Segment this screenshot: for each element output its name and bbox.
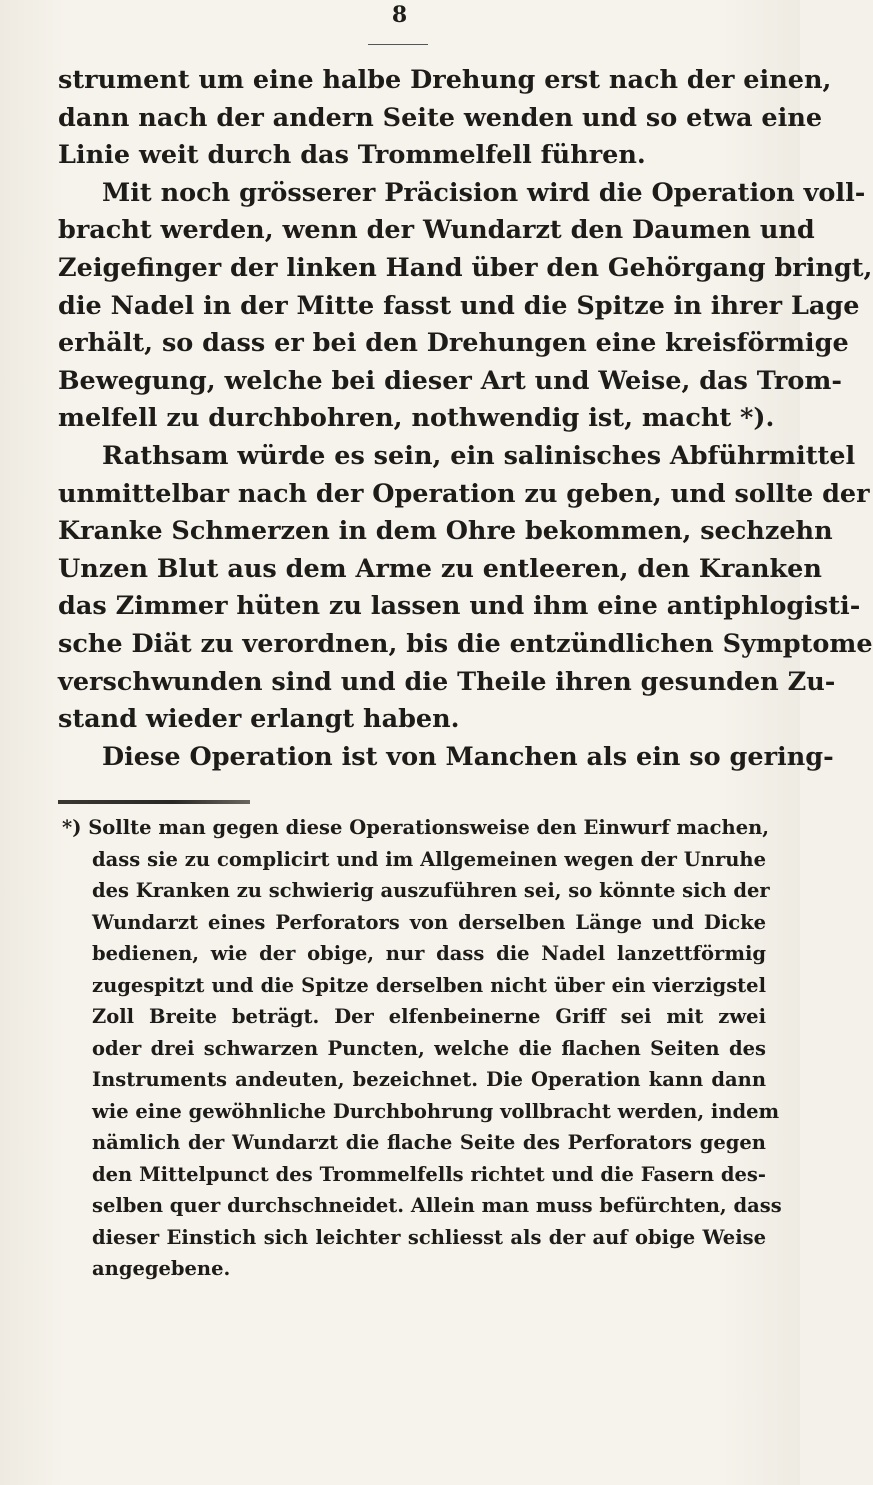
page-number: 8 xyxy=(391,2,409,28)
text-line: strument um eine halbe Drehung erst nach der einen, xyxy=(58,65,832,95)
text-line: sche Diät zu verordnen, bis die entzündlichen Symptome xyxy=(58,628,873,659)
footnote-line: dass sie zu complicirt und im Allgemeinen wegen der Unruhe xyxy=(92,847,766,871)
footnote-line: des Kranken zu schwierig auszuführen sei, so könnte sich der xyxy=(92,879,770,902)
text-line: Kranke Schmerzen in dem Ohre bekommen, sechzehn xyxy=(58,516,833,547)
footnote-line: dieser Einstich sich leichter schliesst als der auf obige Weise xyxy=(92,1225,766,1249)
text-line: das Zimmer hüten zu lassen und ihm eine antiphlogisti- xyxy=(58,591,861,622)
footnote xyxy=(58,812,782,1285)
text-line: melfell zu durchbohren, nothwendig ist, macht *). xyxy=(58,403,775,434)
footnote-line: oder drei schwarzen Puncten, welche die flachen Seiten des xyxy=(92,1036,766,1060)
footnote-line: Wundarzt eines Perforators von derselben Länge und Dicke xyxy=(92,910,766,934)
text-line: dann nach der andern Seite wenden und so etwa eine xyxy=(58,102,823,133)
text-line: Linie weit durch das Trommelfell führen. xyxy=(58,140,646,171)
text-line: bracht werden, wenn der Wundarzt den Daumen und xyxy=(58,215,815,246)
main-text xyxy=(58,62,873,776)
footnote-line: den Mittelpunct des Trommelfells richtet und die Fasern des- xyxy=(92,1162,766,1186)
header-rule xyxy=(368,44,428,45)
footnote-line: Zoll Breite beträgt. Der elfenbeinerne Griff sei mit zwei xyxy=(92,1005,766,1028)
text-line: Diese Operation ist von Manchen als ein so gering- xyxy=(102,741,834,772)
text-line: Zeigefinger der linken Hand über den Gehörgang bringt, xyxy=(58,252,873,283)
text-line: verschwunden sind und die Theile ihren gesunden Zu- xyxy=(58,666,836,697)
text-line: Bewegung, welche bei dieser Art und Weise, das Trom- xyxy=(58,365,842,396)
text-line: unmittelbar nach der Operation zu geben, und sollte der xyxy=(58,478,870,509)
footnote-line: bedienen, wie der obige, nur dass die Nadel lanzettförmig xyxy=(92,942,766,965)
text-line: stand wieder erlangt haben. xyxy=(58,704,460,735)
footnote-line: nämlich der Wundarzt die flache Seite des Perforators gegen xyxy=(92,1131,766,1154)
footnote-line: selben quer durchschneidet. Allein man muss befürchten, dass xyxy=(92,1194,782,1217)
footnote-line: Instruments andeuten, bezeichnet. Die Operation kann dann xyxy=(92,1068,766,1091)
footnote-line: angegebene. xyxy=(92,1257,231,1280)
text-line: Mit noch grösserer Präcision wird die Operation voll- xyxy=(102,177,866,208)
footnote-line: *) Sollte man gegen diese Operationsweise den Einwurf machen, xyxy=(62,816,770,839)
footnote-rule xyxy=(58,800,250,804)
text-line: erhält, so dass er bei den Drehungen eine kreisförmige xyxy=(58,328,849,359)
footnote-line: wie eine gewöhnliche Durchbohrung vollbracht werden, indem xyxy=(92,1099,780,1123)
text-line: Unzen Blut aus dem Arme zu entleeren, den Kranken xyxy=(58,553,822,584)
footnote-line: zugespitzt und die Spitze derselben nicht über ein vierzigstel xyxy=(92,973,766,997)
text-line: Rathsam würde es sein, ein salinisches Abführmittel xyxy=(102,440,856,471)
text-line: die Nadel in der Mitte fasst und die Spitze in ihrer Lage xyxy=(58,290,860,321)
